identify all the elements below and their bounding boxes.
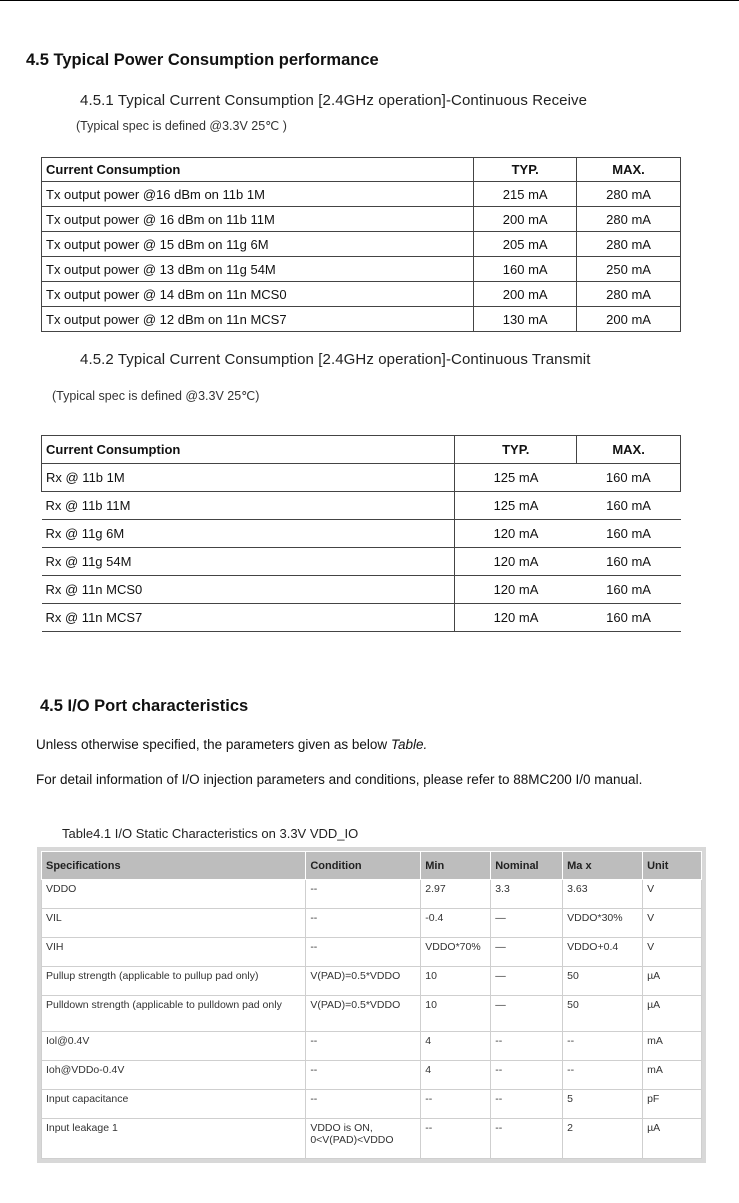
rx-subheading: 4.5.1 Typical Current Consumption [2.4GHz operation]-Continuous Receive: [80, 92, 588, 109]
nominal-cell: --: [491, 1119, 563, 1159]
table-row: [42, 492, 681, 520]
table-row: [42, 1090, 702, 1119]
spec-cell: VIH: [42, 938, 306, 967]
max-cell: 160 mA: [577, 576, 681, 604]
condition-cell: Tx output power @ 13 dBm on 11g 54M: [42, 257, 474, 282]
table-row: [42, 1119, 702, 1159]
spec-cell: Iol@0.4V: [42, 1032, 306, 1061]
min-cell: 10: [421, 967, 491, 996]
typ-cell: 205 mA: [474, 232, 577, 257]
io-detail-paragraph: For detail information of I/O injection parameters and conditions, please refer to 88MC200 I/0 manual.: [36, 772, 643, 787]
nominal-cell: —: [491, 996, 563, 1032]
max-cell: VDDO+0.4: [563, 938, 643, 967]
max-cell: 2: [563, 1119, 643, 1159]
tx-subheading: 4.5.2 Typical Current Consumption [2.4GHz operation]-Continuous Transmit: [80, 351, 591, 368]
io-table-caption: Table4.1 I/O Static Characteristics on 3.3V VDD_IO: [62, 826, 359, 841]
spec-cell: Pulldown strength (applicable to pulldown pad only: [42, 996, 306, 1032]
typ-cell: 215 mA: [474, 182, 577, 207]
table-row: [42, 1032, 702, 1061]
header-current-consumption: Current Consumption: [42, 436, 455, 464]
typ-cell: 120 mA: [455, 520, 577, 548]
rx-note: (Typical spec is defined @3.3V 25℃ ): [76, 119, 287, 133]
condition-cell: V(PAD)=0.5*VDDO: [306, 967, 421, 996]
nominal-cell: --: [491, 1061, 563, 1090]
max-cell: 250 mA: [577, 257, 681, 282]
condition-cell: Rx @ 11g 54M: [42, 548, 455, 576]
condition-cell: --: [306, 1032, 421, 1061]
unit-cell: V: [643, 909, 702, 938]
io-section-heading: 4.5 I/O Port characteristics: [40, 697, 249, 715]
table-row: [42, 548, 681, 576]
nominal-cell: --: [491, 1032, 563, 1061]
max-cell: 160 mA: [577, 520, 681, 548]
table-row: [42, 307, 681, 332]
header-max: Ma x: [563, 852, 643, 880]
unit-cell: mA: [643, 1032, 702, 1061]
max-cell: --: [563, 1061, 643, 1090]
io-intro-italic: Table.: [390, 737, 428, 752]
typ-cell: 200 mA: [474, 207, 577, 232]
max-cell: 160 mA: [577, 492, 681, 520]
table-row: [42, 938, 702, 967]
nominal-cell: 3.3: [491, 880, 563, 909]
header-nominal: Nominal: [491, 852, 563, 880]
table-row: [42, 257, 681, 282]
nominal-cell: —: [491, 967, 563, 996]
condition-cell: Tx output power @ 16 dBm on 11b 11M: [42, 207, 474, 232]
min-cell: --: [421, 1090, 491, 1119]
typ-cell: 125 mA: [455, 464, 577, 492]
max-cell: 50: [563, 967, 643, 996]
unit-cell: µA: [643, 967, 702, 996]
spec-cell: Pullup strength (applicable to pullup pad only): [42, 967, 306, 996]
unit-cell: V: [643, 880, 702, 909]
power-section-heading: 4.5 Typical Power Consumption performance: [26, 51, 379, 69]
table-row: [42, 520, 681, 548]
unit-cell: pF: [643, 1090, 702, 1119]
table-row: [42, 967, 702, 996]
min-cell: 10: [421, 996, 491, 1032]
typ-cell: 200 mA: [474, 282, 577, 307]
condition-cell: --: [306, 1061, 421, 1090]
condition-cell: Rx @ 11n MCS0: [42, 576, 455, 604]
condition-cell: --: [306, 938, 421, 967]
min-cell: VDDO*70%: [421, 938, 491, 967]
header-specifications: Specifications: [42, 852, 306, 880]
max-cell: 5: [563, 1090, 643, 1119]
unit-cell: µA: [643, 1119, 702, 1159]
condition-cell: Rx @ 11g 6M: [42, 520, 455, 548]
min-cell: 4: [421, 1032, 491, 1061]
table-row: [42, 996, 702, 1032]
condition-cell: VDDO is ON, 0<V(PAD)<VDDO: [306, 1119, 421, 1159]
table-row: [42, 464, 681, 492]
max-cell: VDDO*30%: [563, 909, 643, 938]
condition-cell: --: [306, 880, 421, 909]
condition-cell: --: [306, 1090, 421, 1119]
max-cell: 280 mA: [577, 182, 681, 207]
table-header-row: [42, 158, 681, 182]
io-intro-text: Unless otherwise specified, the parameters given as below: [36, 737, 391, 752]
table-header-row: [42, 852, 702, 880]
spec-cell: VDDO: [42, 880, 306, 909]
unit-cell: V: [643, 938, 702, 967]
header-current-consumption: Current Consumption: [42, 158, 474, 182]
typ-cell: 120 mA: [455, 548, 577, 576]
condition-cell: Rx @ 11b 1M: [42, 464, 455, 492]
condition-cell: Tx output power @16 dBm on 11b 1M: [42, 182, 474, 207]
header-max: MAX.: [577, 158, 681, 182]
condition-cell: Rx @ 11n MCS7: [42, 604, 455, 632]
max-cell: 160 mA: [577, 604, 681, 632]
nominal-cell: —: [491, 938, 563, 967]
max-cell: 280 mA: [577, 282, 681, 307]
max-cell: 200 mA: [577, 307, 681, 332]
tx-current-table: [41, 435, 681, 632]
table-row: [42, 909, 702, 938]
header-condition: Condition: [306, 852, 421, 880]
condition-cell: Tx output power @ 15 dBm on 11g 6M: [42, 232, 474, 257]
max-cell: 280 mA: [577, 232, 681, 257]
typ-cell: 130 mA: [474, 307, 577, 332]
table-row: [42, 1061, 702, 1090]
io-intro-paragraph: [36, 737, 427, 752]
table-row: [42, 880, 702, 909]
table-row: [42, 182, 681, 207]
max-cell: --: [563, 1032, 643, 1061]
header-max: MAX.: [577, 436, 681, 464]
spec-cell: Input leakage 1: [42, 1119, 306, 1159]
condition-cell: V(PAD)=0.5*VDDO: [306, 996, 421, 1032]
unit-cell: µA: [643, 996, 702, 1032]
min-cell: --: [421, 1119, 491, 1159]
table-row: [42, 232, 681, 257]
nominal-cell: --: [491, 1090, 563, 1119]
unit-cell: mA: [643, 1061, 702, 1090]
header-min: Min: [421, 852, 491, 880]
table-row: [42, 576, 681, 604]
spec-cell: VIL: [42, 909, 306, 938]
condition-cell: --: [306, 909, 421, 938]
table-row: [42, 207, 681, 232]
header-typ: TYP.: [474, 158, 577, 182]
typ-cell: 120 mA: [455, 576, 577, 604]
tx-note: (Typical spec is defined @3.3V 25℃): [52, 389, 260, 403]
max-cell: 3.63: [563, 880, 643, 909]
table-row: [42, 604, 681, 632]
io-characteristics-table: [41, 851, 702, 1159]
header-typ: TYP.: [455, 436, 577, 464]
min-cell: 4: [421, 1061, 491, 1090]
condition-cell: Tx output power @ 14 dBm on 11n MCS0: [42, 282, 474, 307]
header-unit: Unit: [643, 852, 702, 880]
typ-cell: 125 mA: [455, 492, 577, 520]
min-cell: -0.4: [421, 909, 491, 938]
typ-cell: 120 mA: [455, 604, 577, 632]
max-cell: 160 mA: [577, 548, 681, 576]
spec-cell: Ioh@VDDo-0.4V: [42, 1061, 306, 1090]
condition-cell: Rx @ 11b 11M: [42, 492, 455, 520]
rx-current-table: [41, 157, 681, 332]
page-top-rule: [0, 0, 739, 1]
condition-cell: Tx output power @ 12 dBm on 11n MCS7: [42, 307, 474, 332]
max-cell: 280 mA: [577, 207, 681, 232]
typ-cell: 160 mA: [474, 257, 577, 282]
min-cell: 2.97: [421, 880, 491, 909]
nominal-cell: —: [491, 909, 563, 938]
spec-cell: Input capacitance: [42, 1090, 306, 1119]
max-cell: 50: [563, 996, 643, 1032]
max-cell: 160 mA: [577, 464, 681, 492]
table-header-row: [42, 436, 681, 464]
table-row: [42, 282, 681, 307]
